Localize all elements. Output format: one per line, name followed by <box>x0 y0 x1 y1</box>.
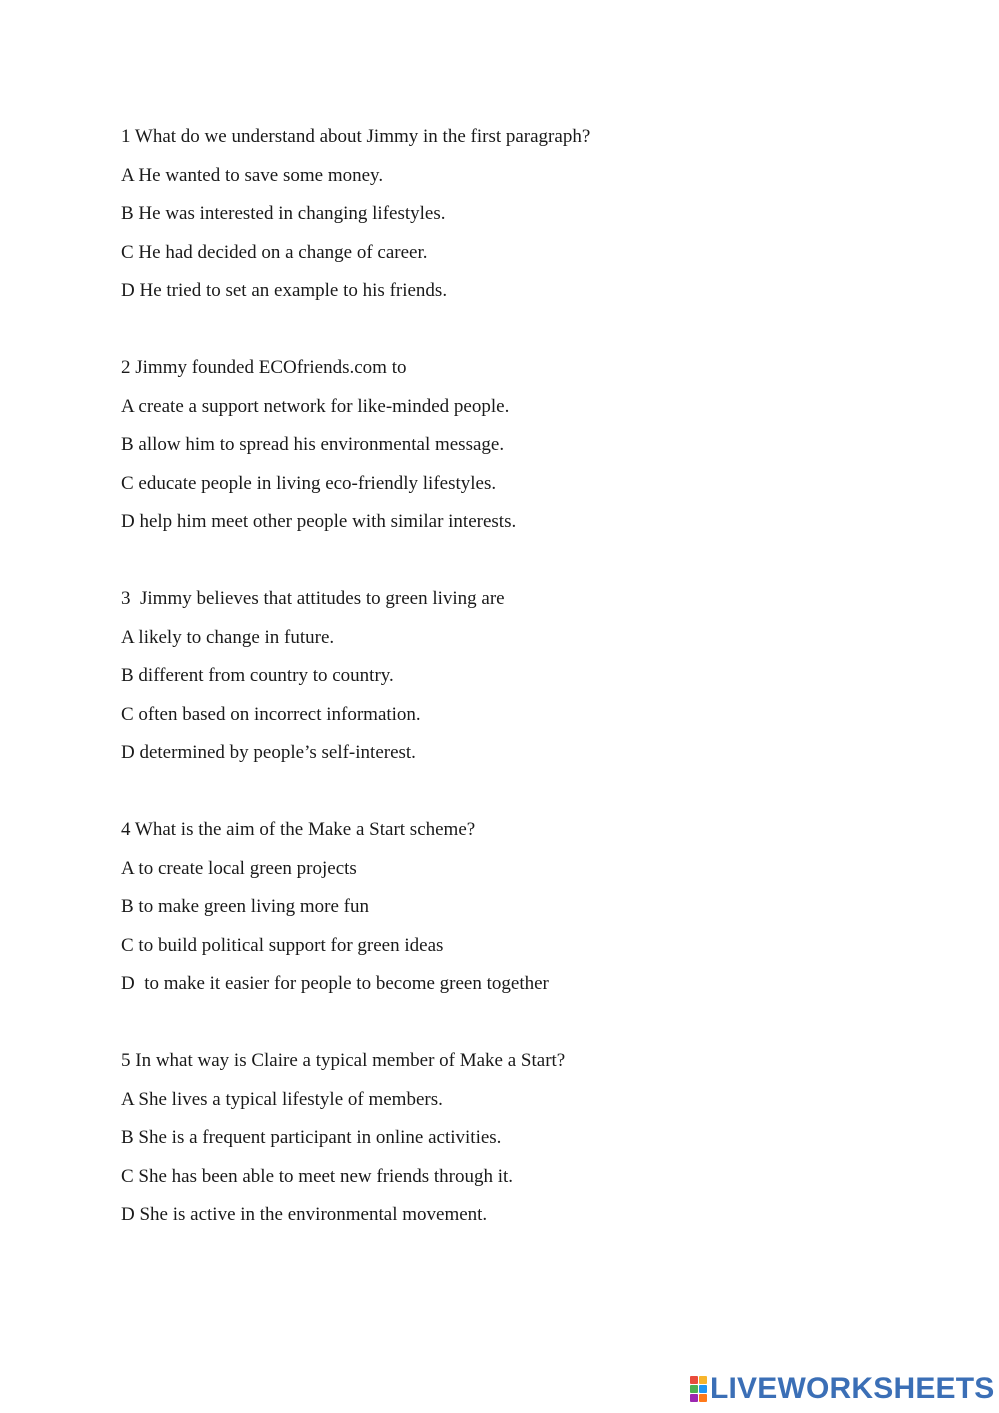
answer-option: D He tried to set an example to his friends. <box>121 280 448 301</box>
logo-tile <box>690 1376 698 1384</box>
liveworksheets-branding[interactable] <box>690 1373 995 1405</box>
answer-option: C He had decided on a change of career. <box>121 241 428 263</box>
answer-option: B She is a frequent participant in online activities. <box>121 1127 502 1148</box>
answer-option: D to make it easier for people to become green together <box>121 973 549 994</box>
question-stem: 3 Jimmy believes that attitudes to green living are <box>121 588 505 609</box>
question-stem: 5 In what way is Claire a typical member of Make a Start? <box>121 1050 566 1071</box>
question-4 <box>121 811 941 1004</box>
answer-option: D determined by people’s self-interest. <box>121 742 416 763</box>
answer-option: B He was interested in changing lifestyles. <box>121 203 446 224</box>
answer-option: A create a support network for like-minded people. <box>121 395 510 417</box>
answer-option: A She lives a typical lifestyle of members. <box>121 1088 443 1110</box>
answer-option: C She has been able to meet new friends through it. <box>121 1165 514 1187</box>
logo-tile <box>699 1376 707 1384</box>
answer-option: C often based on incorrect information. <box>121 703 421 725</box>
question-stem: 4 What is the aim of the Make a Start scheme? <box>121 819 476 840</box>
question-3 <box>121 580 941 773</box>
logo-tile <box>699 1385 707 1393</box>
liveworksheets-logo-icon <box>690 1376 707 1402</box>
answer-option: A likely to change in future. <box>121 626 335 648</box>
question-2 <box>121 349 941 542</box>
answer-option: C educate people in living eco-friendly lifestyles. <box>121 472 497 494</box>
answer-option: A to create local green projects <box>121 857 357 879</box>
logo-tile <box>690 1394 698 1402</box>
answer-option: C to build political support for green ideas <box>121 934 444 956</box>
question-stem: 1 What do we understand about Jimmy in the first paragraph? <box>121 126 591 147</box>
answer-option: D She is active in the environmental movement. <box>121 1204 488 1225</box>
worksheet <box>121 118 941 1273</box>
question-1 <box>121 118 941 311</box>
answer-option: B to make green living more fun <box>121 896 369 917</box>
answer-option: D help him meet other people with similar interests. <box>121 511 517 532</box>
answer-option: A He wanted to save some money. <box>121 164 384 186</box>
brand-wordmark: LIVEWORKSHEETS <box>710 1372 995 1405</box>
answer-option: B allow him to spread his environmental message. <box>121 434 505 455</box>
answer-option: B different from country to country. <box>121 665 394 686</box>
logo-tile <box>690 1385 698 1393</box>
logo-tile <box>699 1394 707 1402</box>
question-5 <box>121 1042 941 1235</box>
question-stem: 2 Jimmy founded ECOfriends.com to <box>121 357 407 378</box>
